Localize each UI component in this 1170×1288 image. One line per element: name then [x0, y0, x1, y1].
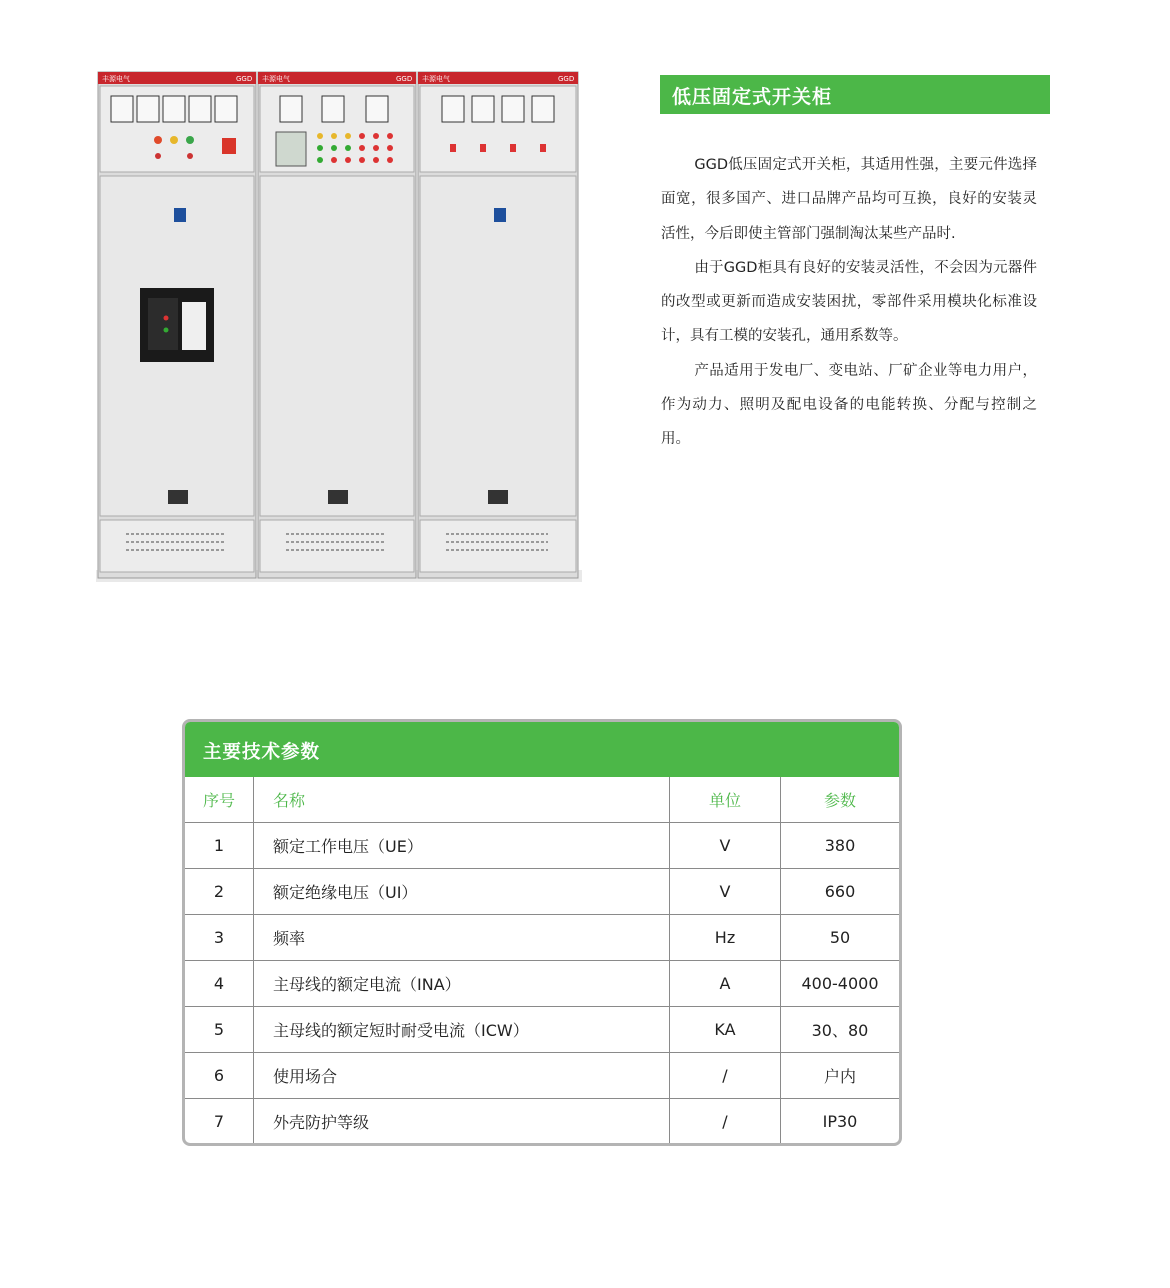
row-name: 使用场合	[254, 1053, 670, 1099]
row-no: 4	[185, 961, 254, 1007]
row-no: 6	[185, 1053, 254, 1099]
row-name: 主母线的额定短时耐受电流（ICW）	[254, 1007, 670, 1053]
table-row	[185, 915, 899, 961]
cabinet-3-brand: 丰源电气	[422, 75, 450, 83]
row-unit: V	[670, 869, 781, 915]
cabinet-2	[258, 72, 416, 578]
row-unit: A	[670, 961, 781, 1007]
row-unit: V	[670, 823, 781, 869]
spec-table-title: 主要技术参数	[203, 742, 321, 763]
spec-table-header	[185, 722, 899, 777]
row-value: 400-4000	[781, 961, 900, 1007]
table-row	[185, 1007, 899, 1053]
row-no: 7	[185, 1099, 254, 1145]
description-paragraph: GGD低压固定式开关柜，其适用性强，主要元件选择面宽，很多国产、进口品牌产品均可互换，良好的安装灵活性，今后即使主管部门强制淘汰某些产品时.	[661, 157, 1037, 242]
row-no: 2	[185, 869, 254, 915]
column-header-name: 名称	[254, 777, 670, 823]
description-paragraph: 产品适用于发电厂、变电站、厂矿企业等电力用户，作为动力、照明及配电设备的电能转换、分配与控制之用。	[661, 362, 1037, 448]
cabinet-1-tag: GGD	[236, 75, 253, 83]
row-value: 户内	[781, 1053, 900, 1099]
row-no: 3	[185, 915, 254, 961]
cabinet-1-brand: 丰源电气	[102, 75, 130, 83]
row-name: 额定绝缘电压（UI）	[254, 869, 670, 915]
product-title-bar	[660, 75, 1050, 114]
row-value: 380	[781, 823, 900, 869]
table-row	[185, 823, 899, 869]
column-header-no: 序号	[185, 777, 254, 823]
cabinet-2-brand: 丰源电气	[262, 75, 290, 83]
row-value: 50	[781, 915, 900, 961]
row-name: 主母线的额定电流（INA）	[254, 961, 670, 1007]
switchgear-photo	[96, 70, 582, 582]
table-row	[185, 1099, 899, 1145]
row-name: 额定工作电压（UE）	[254, 823, 670, 869]
column-header-value: 参数	[781, 777, 900, 823]
spec-table-panel	[182, 719, 902, 1146]
row-unit: Hz	[670, 915, 781, 961]
row-unit: /	[670, 1053, 781, 1099]
product-title: 低压固定式开关柜	[672, 86, 833, 108]
column-header-unit: 单位	[670, 777, 781, 823]
row-no: 5	[185, 1007, 254, 1053]
row-unit: KA	[670, 1007, 781, 1053]
row-value: 30、80	[781, 1007, 900, 1053]
row-value: 660	[781, 869, 900, 915]
table-row	[185, 961, 899, 1007]
row-name: 频率	[254, 915, 670, 961]
row-no: 1	[185, 823, 254, 869]
row-unit: /	[670, 1099, 781, 1145]
table-header-row	[185, 777, 899, 823]
row-value: IP30	[822, 1112, 858, 1131]
cabinet-3-tag: GGD	[558, 75, 575, 83]
product-description	[661, 148, 1037, 457]
description-paragraph: 由于GGD柜具有良好的安装灵活性，不会因为元器件的改型或更新而造成安装困扰，零部件采用模块化标准设计，具有工模的安装孔，通用系数等。	[661, 259, 1037, 345]
table-row	[185, 869, 899, 915]
cabinet-1	[98, 72, 256, 578]
table-row	[185, 1053, 899, 1099]
spec-table	[185, 777, 899, 1144]
cabinet-2-tag: GGD	[396, 75, 413, 83]
row-name: 外壳防护等级	[254, 1099, 670, 1145]
cabinet-3	[418, 72, 578, 578]
